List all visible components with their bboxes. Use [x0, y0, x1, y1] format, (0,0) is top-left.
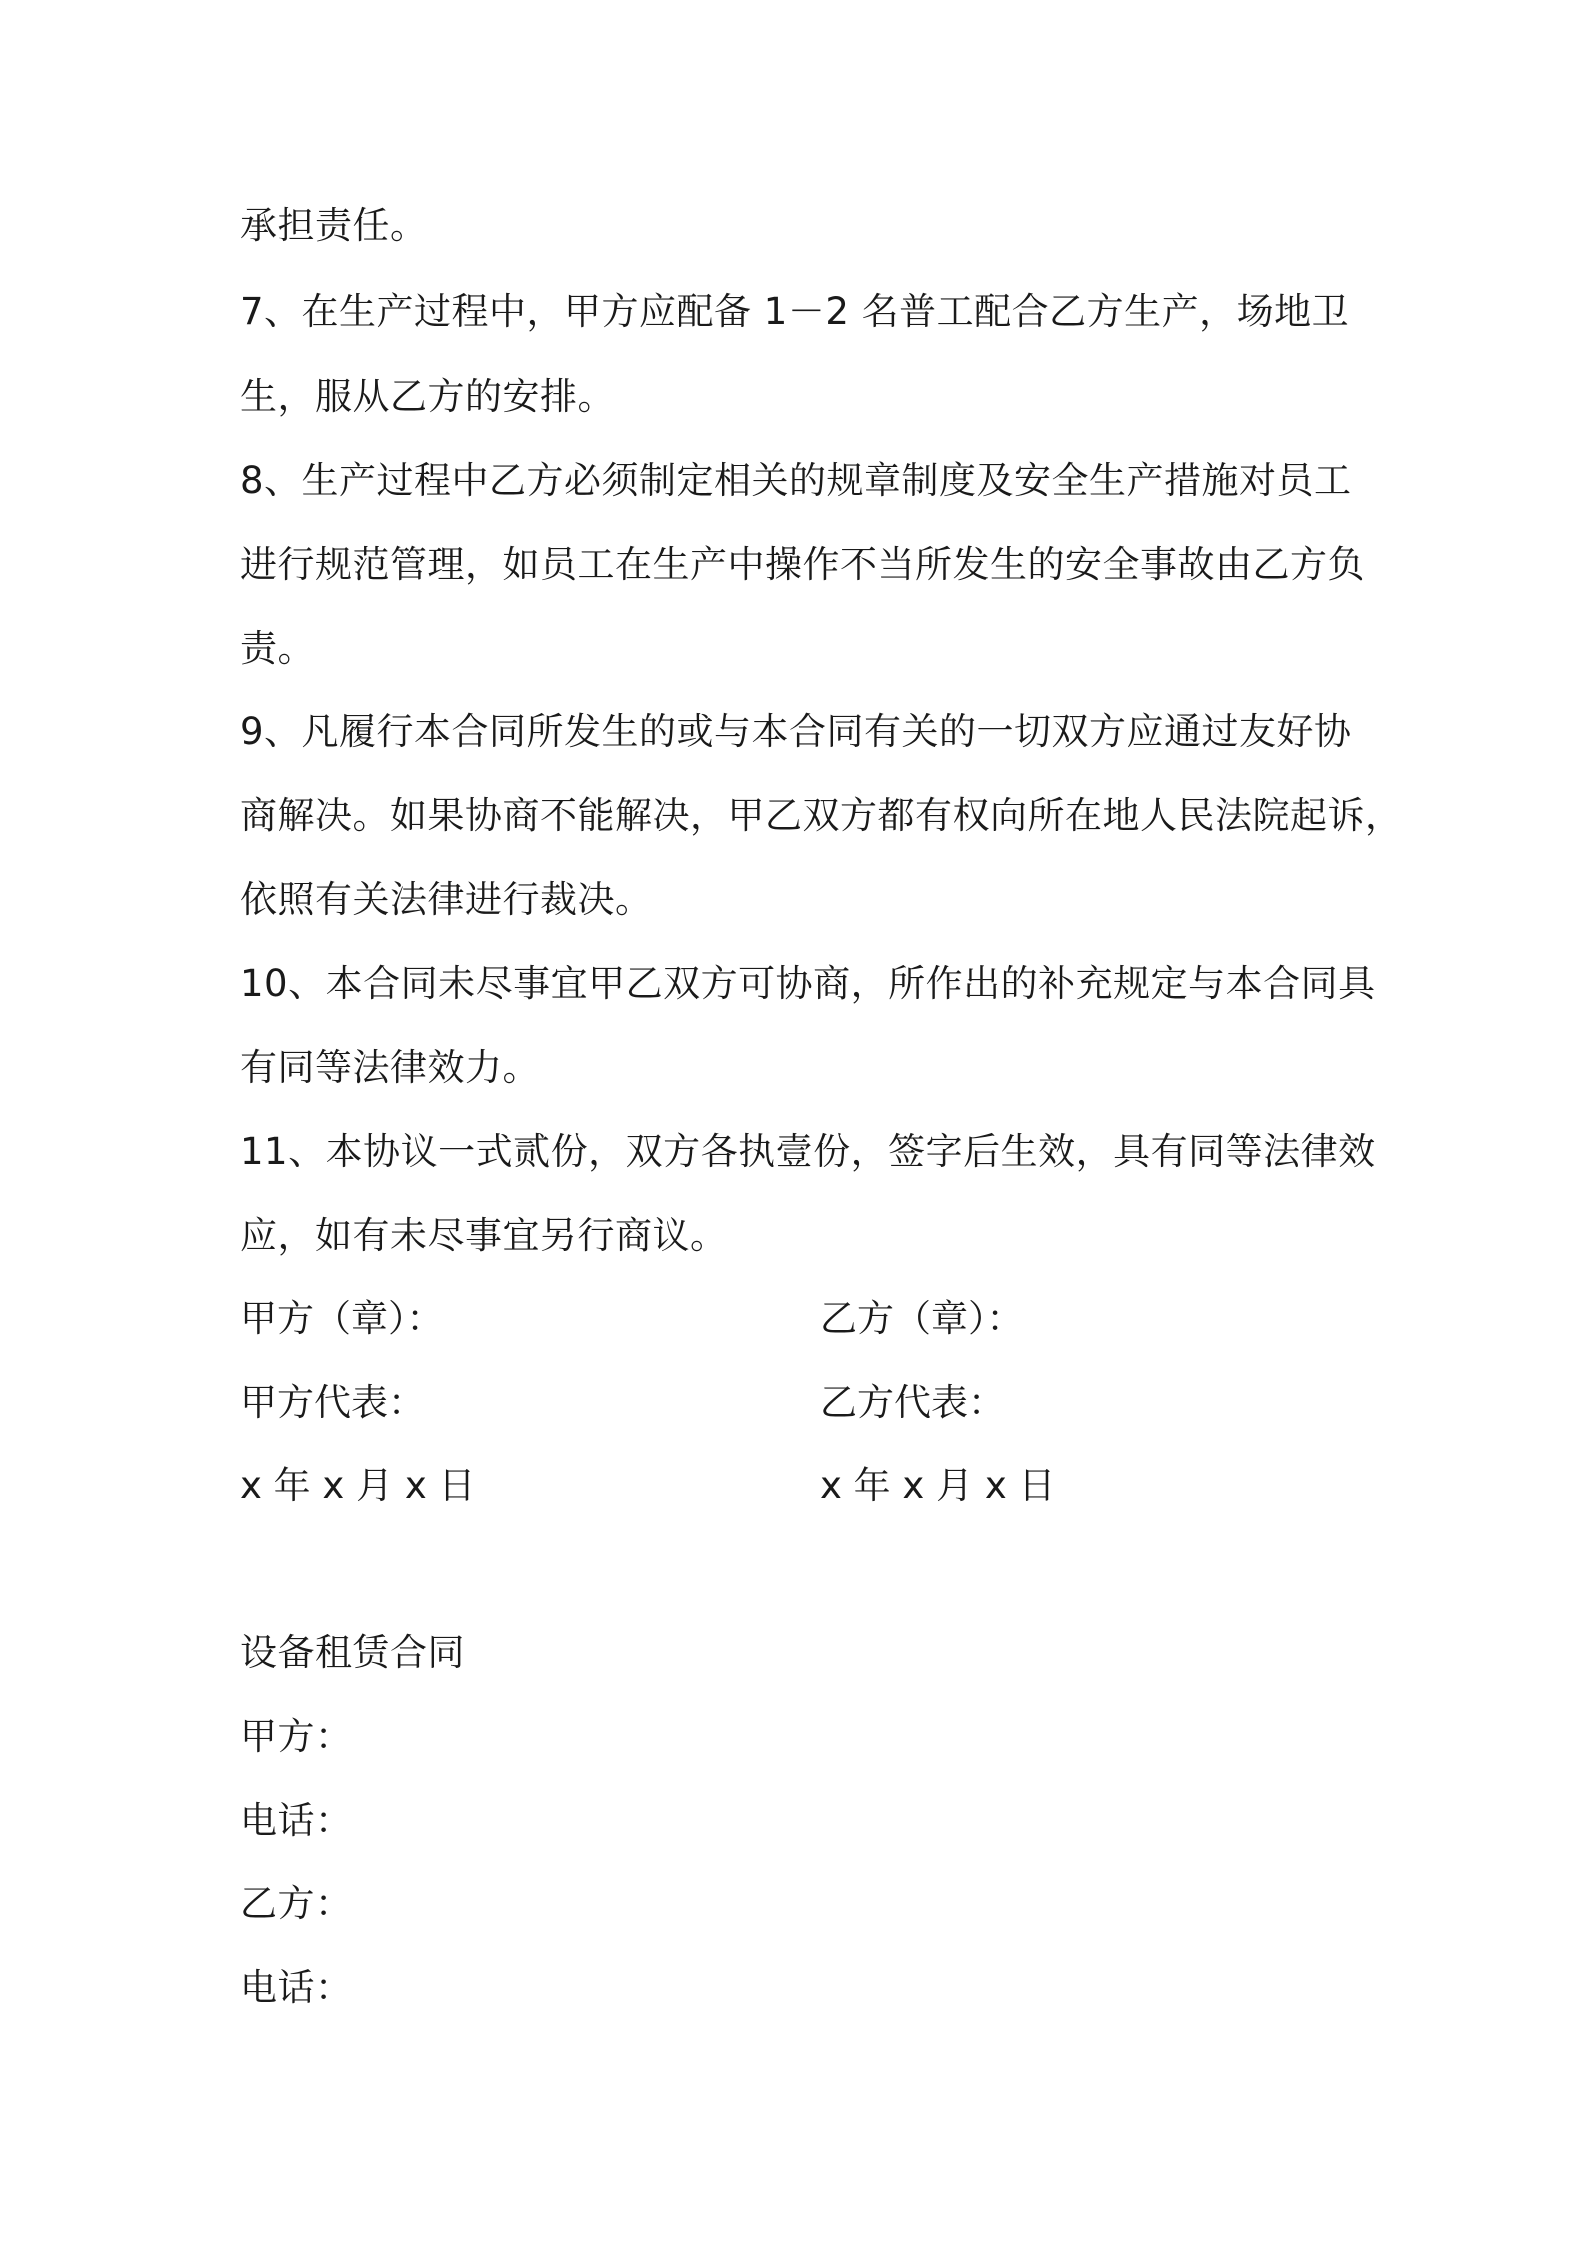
party-b-seal-label: 乙方（章）： [820, 1297, 1024, 1340]
party-a-date: x 年 x 月 x 日 [240, 1464, 476, 1507]
clause-6-tail: 承担责任。 [240, 204, 428, 247]
clause-11-line-2: 应，如有未尽事宜另行商议。 [240, 1214, 728, 1257]
clause-9-line-2: 商解决。如果协商不能解决，甲乙双方都有权向所在地人民法院起诉， [240, 794, 1403, 837]
party-a-representative-label: 甲方代表： [240, 1381, 425, 1424]
party-a-seal-label: 甲方（章）： [240, 1297, 444, 1340]
next-contract-title: 设备租赁合同 [240, 1631, 465, 1674]
next-contract-phone-b-label: 电话： [240, 1966, 353, 2009]
clause-9-line-3: 依照有关法律进行裁决。 [240, 878, 653, 921]
clause-7-line-1: 7、在生产过程中，甲方应配备 1－2 名普工配合乙方生产，场地卫 [240, 290, 1350, 333]
clause-8-line-2: 进行规范管理，如员工在生产中操作不当所发生的安全事故由乙方负 [240, 543, 1365, 586]
next-contract-phone-a-label: 电话： [240, 1799, 353, 1842]
clause-9-line-1: 9、凡履行本合同所发生的或与本合同有关的一切双方应通过友好协 [240, 710, 1352, 753]
clause-10-line-2: 有同等法律效力。 [240, 1046, 540, 1089]
party-b-representative-label: 乙方代表： [820, 1381, 1005, 1424]
clause-8-line-3: 责。 [240, 627, 315, 670]
party-b-date: x 年 x 月 x 日 [820, 1464, 1056, 1507]
clause-7-line-2: 生，服从乙方的安排。 [240, 375, 615, 418]
clause-8-line-1: 8、生产过程中乙方必须制定相关的规章制度及安全生产措施对员工 [240, 459, 1352, 502]
clause-10-line-1: 10、本合同未尽事宜甲乙双方可协商，所作出的补充规定与本合同具 [240, 962, 1376, 1005]
clause-11-line-1: 11、本协议一式贰份，双方各执壹份，签字后生效，具有同等法律效 [240, 1130, 1376, 1173]
next-contract-party-b-label: 乙方： [240, 1882, 353, 1925]
next-contract-party-a-label: 甲方： [240, 1715, 353, 1758]
